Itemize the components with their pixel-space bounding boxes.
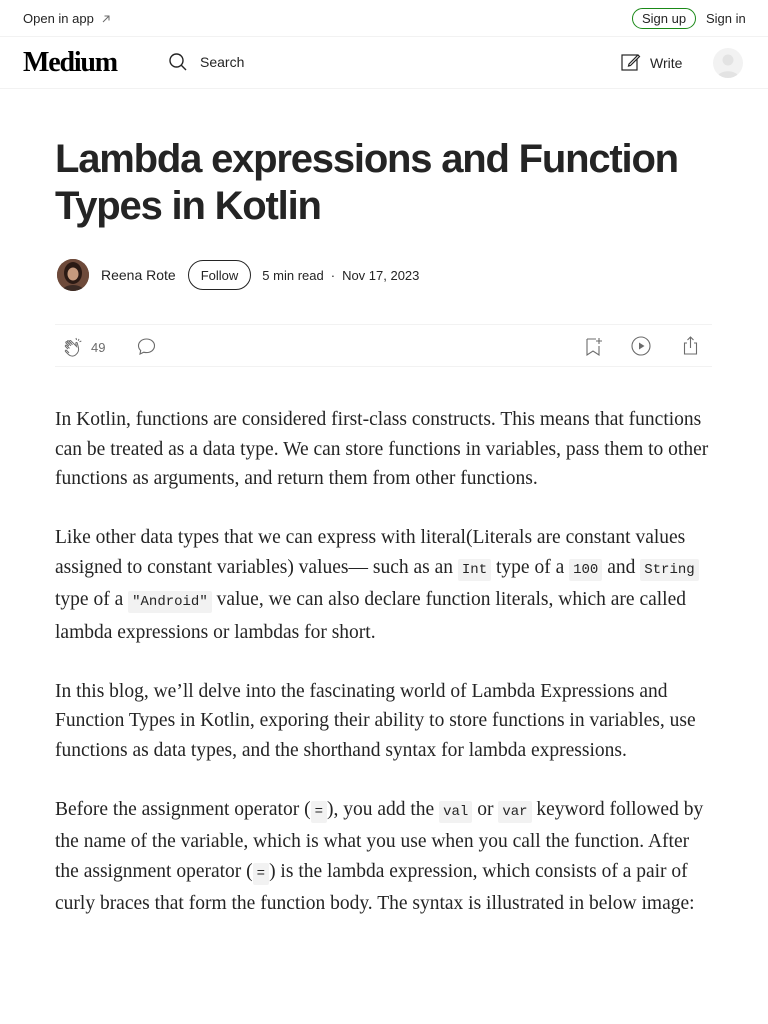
inline-code-int: Int [458, 559, 491, 581]
clap-button[interactable] [63, 336, 105, 358]
inline-code-100: 100 [569, 559, 602, 581]
top-banner [0, 0, 768, 37]
user-avatar-icon [713, 48, 743, 78]
paragraph-4-text-e: ) is the lambda expression, which consists of a pair of curly braces that form the function body. The syntax is illustrated in below image: [55, 860, 695, 914]
read-time: 5 min read [262, 267, 324, 283]
medium-logo[interactable]: Medium [23, 47, 117, 78]
paragraph-2 [55, 523, 715, 647]
sign-up-button[interactable] [632, 8, 696, 29]
follow-button[interactable] [188, 260, 252, 290]
article-title: Lambda expressions and Function Types in Kotlin [55, 137, 678, 228]
paragraph-3: In this blog, we’ll delve into the fascinating world of Lambda Expressions and Function Types in Kotlin, exporing their ability to store functions in variables, use functions as data types, and the shorthand syntax for lambda expressions. [55, 680, 696, 761]
article-body [55, 405, 715, 948]
author-avatar[interactable] [57, 259, 89, 291]
paragraph-4-text-b: ), you add the [326, 798, 440, 820]
clap-icon [63, 336, 85, 358]
paragraph-2-text-b: type of a [491, 556, 570, 578]
open-in-app-label: Open in app [23, 11, 94, 26]
byline-separator: · [330, 267, 336, 283]
publish-date: Nov 17, 2023 [342, 267, 420, 283]
paragraph-4-text-a: Before the assignment operator ( [55, 798, 311, 820]
author-name[interactable]: Reena Rote [101, 267, 176, 283]
paragraph-2-text-a: Like other data types that we can express with literal(Literals are constant values assigned to constant variables) values— such as an [55, 527, 686, 578]
comment-icon [136, 336, 157, 357]
write-icon [620, 52, 641, 73]
listen-button[interactable] [630, 335, 652, 362]
paragraph-4-text-c: or [472, 798, 499, 820]
play-icon [630, 335, 652, 357]
user-avatar[interactable] [713, 48, 743, 78]
inline-code-val: val [439, 801, 472, 823]
sign-up-label: Sign up [642, 11, 687, 26]
byline [57, 259, 419, 291]
comment-button[interactable] [136, 336, 157, 362]
paragraph-2-text-d: type of a [55, 589, 129, 610]
sign-in-link[interactable]: Sign in [706, 11, 746, 26]
arrow-up-right-icon [100, 13, 112, 25]
author-photo [57, 259, 89, 291]
save-button[interactable] [583, 336, 604, 362]
search-icon [168, 52, 188, 72]
paragraph-4 [55, 795, 715, 919]
inline-code-equals-2: = [253, 863, 269, 885]
open-in-app-link[interactable] [23, 11, 112, 26]
inline-code-string: String [640, 559, 698, 581]
paragraph-2-text-e: value, we can also declare function literals, which are called lambda expressions or lambdas for short. [55, 589, 687, 643]
share-icon [680, 335, 701, 356]
inline-code-android: "Android" [128, 591, 212, 613]
bookmark-add-icon [583, 336, 604, 357]
article-action-bar [55, 324, 712, 367]
inline-code-var: var [498, 801, 531, 823]
clap-count: 49 [91, 339, 106, 355]
write-button[interactable] [620, 52, 682, 73]
search-button[interactable] [168, 52, 244, 72]
paragraph-1: In Kotlin, functions are considered first-class constructs. This means that functions can be treated as a data type. We can store functions in variables, pass them to other functions as arguments, and return them from other functions. [55, 409, 709, 489]
paragraph-2-text-c: and [602, 556, 641, 578]
paragraph-4-text-d: keyword followed by the name of the variable, which is what you use when you call the function. After the assignment operator ( [55, 798, 704, 882]
write-label: Write [650, 54, 683, 71]
site-header [0, 38, 768, 89]
search-label: Search [200, 54, 245, 70]
follow-label: Follow [200, 267, 239, 283]
share-button[interactable] [680, 335, 701, 361]
inline-code-equals-1: = [311, 801, 327, 823]
